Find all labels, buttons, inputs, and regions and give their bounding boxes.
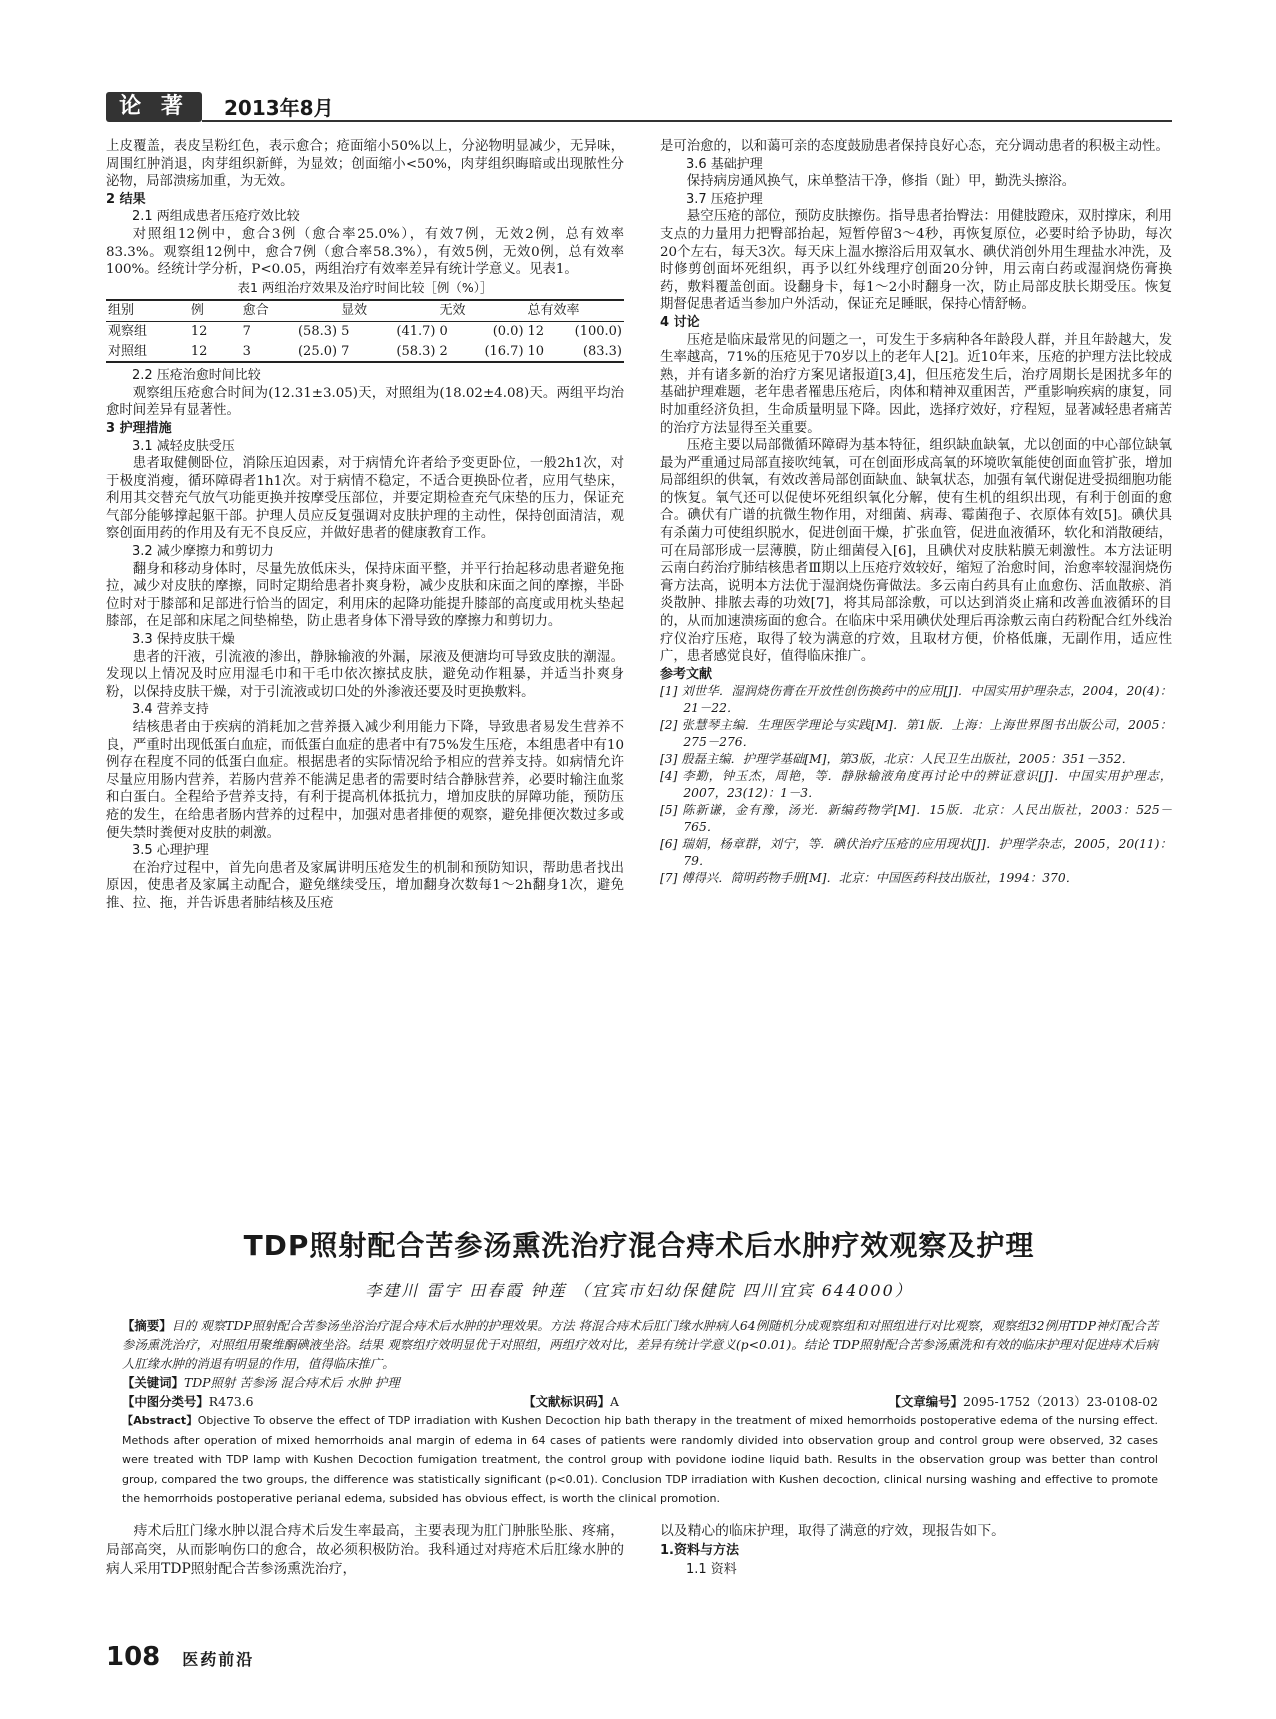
page-footer bbox=[106, 1642, 254, 1672]
table-cell: 观察组 bbox=[108, 323, 148, 339]
doc-code-label: 【文献标识码】 bbox=[523, 1394, 610, 1409]
paragraph-3-2: 翻身和移动身体时，尽量先放低床头，保持床面平整，并平行抬起移动患者避免拖拉，减少对皮肤的摩擦，同时定期给患者扑爽身粉，减少皮肤和床面之间的摩擦，半卧位时对于膝部和足部进行恰当的固定，利用床的起降功能提升膝部的高度或用枕头垫起膝部，在足部和床尾之间垫棉垫，防止患者身体下滑导致的摩擦力和剪切力。 bbox=[106, 561, 624, 630]
abstract-en-text: Objective To observe the effect of TDP irradiation with Kushen Decoction hip bath therapy in the treatment of mixed hemorrhoids postoperative edema of the nursing effect. Methods after operation of mixed hemorrhoids anal margin of edema in 64 cases of patients were randomly divided into observation group and control group were observed, 32 cases were treated with TDP lamp with Kushen Decoction fumigation treatment, the control group with povidone iodine liquid bath. Results in the observation group was better than control group, compared the two groups, the difference was statistically significant (p<0.01). Conclusion TDP irradiation with Kushen decoction, clinical nursing washing and effective to promote the hemorrhoids postoperative perianal edema, subsided has obvious effect, is worth the clinical promotion. bbox=[122, 1414, 1158, 1505]
heading-discussion: 4 讨论 bbox=[660, 314, 700, 330]
paragraph-3-4: 结核患者由于疾病的消耗加之营养摄入减少利用能力下降，导致患者易发生营养不良，严重时出现低蛋白血症，而低蛋白血症的患者中有75%发生压疮，本组患者中有10例存在程度不同的低蛋白血症。根据患者的实际情况给予相应的营养支持。如病情允许尽量应用肠内营养，若肠内营养不能满足患者的需要时结合静脉营养，必要时输注血浆和白蛋白。全程给予营养支持，有利于提高机体抵抗力，增加皮肤的屏障功能，预防压疮的发生，在给患者肠内营养的过程中，加强对患者排便的观察，避免排便次数过多或便失禁时粪便对皮肤的刺激。 bbox=[106, 720, 624, 841]
table-header-row bbox=[106, 300, 624, 321]
keywords-line bbox=[122, 1373, 1158, 1392]
section-tag: 论 著 bbox=[106, 92, 202, 122]
cell-count: 5 bbox=[341, 323, 350, 339]
intro-continued: 以及精心的临床护理，取得了满意的疗效，现报告如下。 bbox=[660, 1523, 1005, 1539]
cell-percent: (41.7) bbox=[396, 323, 436, 339]
journal-name: 医药前沿 bbox=[182, 1650, 255, 1669]
table-row bbox=[106, 321, 624, 341]
cell-count: 3 bbox=[242, 343, 251, 359]
paragraph-3-1: 患者取健侧卧位，消除压迫因素，对于病情允许者给予变更卧位，一般2h1次，对于极度消瘦，循环障碍者1h1次。对于病情不稳定，不适合更换卧位者，应用气垫床，利用其交替充气放气功能更换并按摩受压部位，并要定期检查充气床垫的压力，保证充气部分能够撑起躯干部。护理人员应反复强调对皮肤护理的主动性，保持创面清洁，观察创面用药的作用及有无不良反应，并做好患者的健康教育工作。 bbox=[106, 456, 624, 542]
table-row bbox=[106, 342, 624, 363]
table-header: 无效 bbox=[437, 300, 525, 321]
article-no-label: 【文章编号】 bbox=[888, 1394, 963, 1409]
heading-3-5: 3.5 心理护理 bbox=[132, 843, 209, 859]
heading-3-6: 3.6 基础护理 bbox=[686, 156, 763, 172]
left-column bbox=[106, 138, 624, 913]
reference-item: [1] 刘世华．湿润烧伤膏在开放性创伤换药中的应用[J]．中国实用护理杂志，2004，20(4)：21－22． bbox=[660, 684, 1172, 716]
paragraph-4-b: 压疮主要以局部微循环障碍为基本特征，组织缺血缺氧，尤以创面的中心部位缺氧最为严重通过局部直接吹纯氧，可在创面形成高氧的环境吹氧能使创面血管扩张，增加局部组织的供氧，有效改善局部创面缺血、缺氧状态，加强有氧代谢促进受损细胞功能的恢复。氧气还可以促使坏死组织氧化分解，使有生机的组织出现，有利于创面的愈合。碘伏有广谱的抗微生物作用，对细菌、病毒、霉菌孢子、衣原体有效[5]。碘伏具有杀菌力可使组织脱水，促进创面干燥，扩张血管，促进血液循环，软化和消散硬结，可在局部形成一层薄膜，防止细菌侵入[6]，且碘伏对皮肤粘膜无刺激性。本方法证明云南白药治疗肺结核患者Ⅲ期以上压疮疗效较好，缩短了治愈时间，治愈率较湿润烧伤膏方法高，说明本方法优于湿润烧伤膏做法。多云南白药具有止血愈伤、活血散瘀、消炎散肿、排脓去毒的功效[7]，将其局部涂敷，可以达到消炎止痛和改善血液循环的目的，从而加速溃疡面的愈合。在临床中采用碘伏处理后再涂敷云南白药粉配合红外线治疗仪治疗压疮，取得了较为满意的疗效，且取材方便，价格低廉，无副作用，适应性广，患者感觉良好，值得临床推广。 bbox=[660, 438, 1172, 665]
abstract-block bbox=[122, 1316, 1158, 1509]
abstract-cn-text: 目的 观察TDP照射配合苦参汤坐浴治疗混合痔术后水肿的护理效果。方法 将混合痔术后肛门缘水肿病人64例随机分成观察组和对照组进行对比观察，观察组32例用TDP神灯配合苦参汤熏洗治疗，对照组用聚维酮碘液坐浴。结果 观察组疗效明显优于对照组，两组疗效对比，差异有统计学意义(p<0.01)。结论 TDP照射配合苦参汤熏洗和有效的临床护理对促进痔术后病人肛缘水肿的消退有明显的作用，值得临床推广。 bbox=[122, 1318, 1159, 1371]
article-body-left bbox=[106, 1522, 624, 1579]
header-rule bbox=[202, 120, 1172, 122]
cell-percent: (100.0) bbox=[574, 323, 622, 339]
abstract-en bbox=[122, 1411, 1158, 1509]
page-header bbox=[106, 92, 1172, 124]
article-title: TDP照射配合苦参汤熏洗治疗混合痔术后水肿疗效观察及护理 bbox=[243, 1229, 1035, 1262]
cell-percent: (25.0) bbox=[297, 343, 338, 359]
cell-count: 0 bbox=[439, 323, 448, 339]
heading-2-2: 2.2 压疮治愈时间比较 bbox=[132, 368, 261, 384]
abstract-cn bbox=[122, 1316, 1158, 1373]
reference-item: [6] 瑞娟，杨章群，刘宁，等．碘伏治疗压疮的应用现状[J]．护理学杂志，2005，20(11)：79． bbox=[660, 837, 1172, 869]
reference-item: [5] 陈新谦，金有豫，汤光．新编药物学[M]．15版．北京：人民出版社，2003：525－765． bbox=[660, 803, 1172, 835]
keywords-text: TDP照射 苦参汤 混合痔术后 水肿 护理 bbox=[183, 1375, 400, 1390]
cell-percent: (58.3) bbox=[297, 323, 338, 339]
classification-line bbox=[122, 1392, 1158, 1411]
clc-value: R473.6 bbox=[208, 1394, 254, 1409]
keywords-label: 【关键词】 bbox=[122, 1375, 184, 1390]
heading-nursing: 3 护理措施 bbox=[106, 420, 172, 436]
results-table bbox=[106, 299, 624, 363]
cell-percent: (16.7) bbox=[484, 343, 524, 359]
references-title: 参考文献 bbox=[660, 666, 713, 682]
abstract-label: 【摘要】 bbox=[122, 1318, 172, 1333]
clc-field bbox=[122, 1392, 254, 1411]
table-cell bbox=[339, 321, 437, 341]
cell-percent: (83.3) bbox=[582, 343, 622, 359]
table-header: 例 bbox=[189, 300, 241, 321]
table-header: 组别 bbox=[106, 300, 189, 321]
abstract-en-label: 【Abstract】 bbox=[122, 1414, 198, 1427]
table-cell bbox=[526, 342, 624, 363]
continued-paragraph: 是可治愈的，以和蔼可亲的态度鼓励患者保持良好心态，充分调动患者的积极主动性。 bbox=[660, 139, 1169, 154]
heading-3-1: 3.1 减轻皮肤受压 bbox=[132, 438, 235, 454]
paragraph-2-1: 对照组12例中，愈合3例（愈合率25.0%），有效7例，无效2例，总有效率83.3%。观察组12例中，愈合7例（愈合率58.3%），有效5例，无效0例，总有效率100%。经统计学分析，P<0.05，两组治疗有效率差异有统计学意义。见表1。 bbox=[106, 226, 624, 278]
heading-results: 2 结果 bbox=[106, 191, 146, 207]
heading-3-4: 3.4 营养支持 bbox=[132, 702, 209, 718]
table-cell: 对照组 bbox=[106, 342, 189, 363]
table-cell bbox=[241, 342, 339, 363]
table-cell: 12 bbox=[190, 323, 208, 339]
paragraph-3-7: 悬空压疮的部位，预防皮肤擦伤。指导患者抬臀法：用健肢蹬床，双肘撑床，利用支点的力量用力把臀部抬起，短暂停留3～4秒，再恢复原位，必要时给予协助，每次20个左右，每天3次。每天床上温水擦浴后用双氧水、碘伏消创外用生理盐水冲洗，及时修剪创面坏死组织，再予以红外线理疗创面20分钟，用云南白药或湿润烧伤膏换药，敷料覆盖创面。设翻身卡，每1～2小时翻身一次，防止局部皮肤长期受压。恢复期督促患者适当参加户外活动，保证充足睡眠，保持心情舒畅。 bbox=[660, 209, 1172, 313]
table-header: 显效 bbox=[339, 300, 437, 321]
criteria-paragraph: 上皮覆盖，表皮呈粉红色，表示愈合；疮面缩小50%以上，分泌物明显减少，无异味，周围红肿消退，肉芽组织新鲜，为显效；创面缩小<50%，肉芽组织晦暗或出现脓性分泌物，局部溃疡加重，为无效。 bbox=[106, 139, 624, 190]
heading-3-7: 3.7 压疮护理 bbox=[686, 191, 763, 207]
table-cell bbox=[437, 321, 525, 341]
table-header: 愈合 bbox=[241, 300, 339, 321]
table-caption: 表1 两组治疗效果及治疗时间比较［例（%）］ bbox=[237, 279, 493, 295]
reference-item: [2] 张慧琴主编．生理医学理论与实践[M]．第1版．上海：上海世界图书出版公司，2005：275－276． bbox=[660, 718, 1172, 750]
intro-paragraph: 痔术后肛门缘水肿以混合痔术后发生率最高，主要表现为肛门肿胀坠胀、疼痛，局部高突，从而影响伤口的愈合，故必须积极防治。我科通过对痔疮术后肛缘水肿的病人采用TDP照射配合苦参汤熏洗治疗， bbox=[106, 1523, 624, 1577]
page-number: 108 bbox=[106, 1642, 161, 1672]
article-body-right bbox=[660, 1522, 1172, 1579]
issue-date: 2013年8月 bbox=[224, 96, 334, 120]
article-no-value: 2095-1752（2013）23-0108-02 bbox=[962, 1394, 1158, 1409]
cell-count: 12 bbox=[527, 323, 545, 339]
cell-percent: (58.3) bbox=[396, 343, 436, 359]
heading-3-3: 3.3 保持皮肤干燥 bbox=[132, 632, 235, 648]
paragraph-2-2: 观察组压疮愈合时间为(12.31±3.05)天，对照组为(18.02±4.08)天。两组平均治愈时间差异有显著性。 bbox=[106, 385, 624, 419]
cell-percent: (0.0) bbox=[492, 323, 524, 339]
reference-item: [7] 傅得兴．简明药物手册[M]．北京：中国医药科技出版社，1994：370． bbox=[660, 871, 1078, 886]
heading-1-1: 1.1 资料 bbox=[686, 1562, 737, 1577]
table-header: 总有效率 bbox=[526, 300, 624, 321]
doc-code-field bbox=[523, 1392, 619, 1411]
reference-item: [4] 李勤，钟玉杰，周艳，等．静脉输液角度再讨论中的辨证意识[J]．中国实用护理志，2007，23(12)：1－3． bbox=[660, 769, 1172, 801]
heading-materials: 1.资料与方法 bbox=[660, 1543, 739, 1558]
reference-item: [3] 殷磊主编．护理学基础[M]，第3版，北京：人民卫生出版社，2005：351－352． bbox=[660, 752, 1134, 767]
right-column bbox=[660, 138, 1172, 887]
heading-3-2: 3.2 减少摩擦力和剪切力 bbox=[132, 544, 274, 560]
table-cell bbox=[437, 342, 525, 363]
cell-count: 7 bbox=[242, 323, 251, 339]
doc-code-value: A bbox=[609, 1394, 619, 1409]
paragraph-3-3: 患者的汗液，引流液的渗出，静脉输液的外漏，尿液及便溏均可导致皮肤的潮湿。发现以上情况及时应用湿毛巾和干毛巾依次擦拭皮肤，避免动作粗暴，并适当扑爽身粉，以保持皮肤干燥，对于引流液或切口处的外渗液还要及时更换敷料。 bbox=[106, 649, 624, 700]
clc-label: 【中图分类号】 bbox=[122, 1394, 209, 1409]
table-cell bbox=[241, 321, 339, 341]
paragraph-3-5: 在治疗过程中，首先向患者及家属讲明压疮发生的机制和预防知识，帮助患者找出原因，使患者及家属主动配合，避免继续受压，增加翻身次数每1～2h翻身1次，避免推、拉、拖，并告诉患者肺结核及压疮 bbox=[106, 860, 624, 911]
table-cell bbox=[339, 342, 437, 363]
table-cell bbox=[526, 321, 624, 341]
cell-count: 10 bbox=[527, 343, 545, 359]
article-no-field bbox=[889, 1392, 1158, 1411]
paragraph-3-6: 保持病房通风换气，床单整洁干净，修指（趾）甲，勤洗头擦浴。 bbox=[686, 174, 1076, 190]
cell-count: 2 bbox=[439, 343, 448, 359]
article-authors: 李建川 雷宇 田春霞 钟莲 （宜宾市妇幼保健院 四川宜宾 644000） bbox=[365, 1281, 913, 1300]
heading-2-1: 2.1 两组成患者压疮疗效比较 bbox=[132, 209, 300, 225]
paragraph-4-a: 压疮是临床最常见的问题之一，可发生于多病种各年龄段人群，并且年龄越大，发生率越高，71%的压疮见于70岁以上的老年人[2]。近10年来，压疮的护理方法比较成熟，并有诸多新的治疗方案见诸报道[3,4]，但压疮发生后，治疗周期长是困扰多年的基础护理难题，老年患者罹患压疮后，肉体和精神双重困苦，严重影响疾病的康复，同时加重经济负担，生命质量明显下降。因此，选择疗效好，疗程短，显著减轻患者痛苦的治疗方法显得至关重要。 bbox=[660, 332, 1172, 436]
table-cell: 12 bbox=[189, 342, 241, 363]
cell-count: 7 bbox=[341, 343, 350, 359]
